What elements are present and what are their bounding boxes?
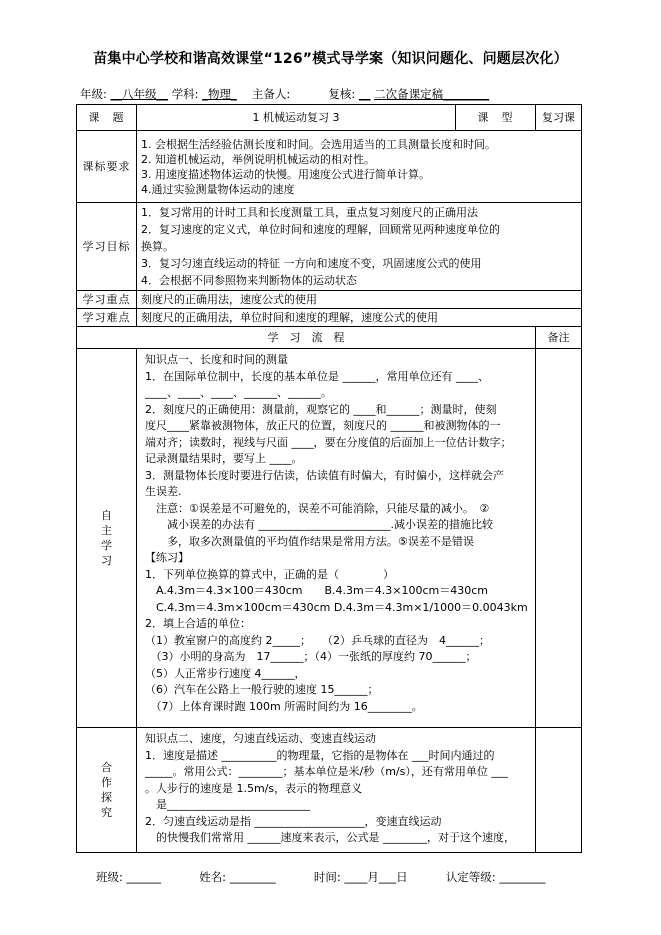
content-line: _____。常用公式：________；基本单位是米/秒（m/s），还有常用单位 ___ bbox=[145, 765, 508, 778]
notes-header: 备注 bbox=[536, 327, 582, 349]
content-line: 2．刻度尺的正确使用：测量前，观察它的 ____和______；测量时，使刻 bbox=[145, 402, 497, 416]
content-line: 1．速度是描述 __________的物理量，它指的是物体在 ___时间内通过的 bbox=[145, 748, 495, 762]
standards-label: 课标要求 bbox=[77, 131, 137, 203]
goal-item: 3．复习匀速直线运动的特征 一方向和速度不变，巩固速度公式的使用 bbox=[141, 257, 482, 270]
grade-level-blank: ________ bbox=[499, 870, 546, 884]
process-header: 学 习 流 程 bbox=[77, 327, 536, 349]
content-line: 多，取多次测量值的平均值作结果是常用方法。⑤误差不是错误 bbox=[145, 534, 474, 548]
content-line: 端对齐；读数时，视线与尺面 ____，要在分度值的后面加上一位估计数字； bbox=[145, 435, 512, 449]
goal-item: 1．复习常用的计时工具和长度测量工具，重点复习刻度尺的正确用法 bbox=[141, 206, 478, 219]
standards-content bbox=[137, 131, 582, 203]
key-points-label: 学习重点 bbox=[77, 291, 137, 309]
content-line: 3．测量物体长度时要进行估读，估读值有时偏大，有时偏小，这样就会产 bbox=[145, 468, 504, 482]
section-heading: 知识点二、速度，匀速直线运动、变速直线运动 bbox=[145, 732, 376, 745]
topic-value: 1 机械运动复习 3 bbox=[137, 105, 456, 131]
document-meta bbox=[80, 86, 489, 102]
notes-cell bbox=[536, 349, 582, 728]
content-line: 注意：①误差是不可避免的，误差不可能消除，只能尽量的减小。 ② bbox=[145, 501, 490, 515]
standard-item: 3. 用速度描述物体运动的快慢。用速度公式进行简单计算。 bbox=[141, 167, 430, 181]
content-line: 1．在国际单位制中，长度的基本单位是 ______，常用单位还有 ____、 bbox=[145, 369, 489, 383]
content-line: C.4.3m＝4.3m×100cm＝430cm D.4.3m＝4.3m×1/1000＝0.0043km bbox=[145, 600, 528, 614]
footer bbox=[96, 869, 545, 885]
content-line: 记录测量结果时，要写上 ____。 bbox=[145, 452, 303, 465]
grade-level-label: 认定等级: bbox=[445, 870, 496, 884]
content-line: 生误差. bbox=[145, 485, 182, 498]
content-line: （6）汽车在公路上一般行驶的速度 15______； bbox=[145, 683, 379, 696]
notes-cell bbox=[536, 728, 582, 853]
content-line: （3）小明的身高为 17______；（4）一张纸的厚度约 70______； bbox=[145, 650, 477, 663]
topic-label: 课 题 bbox=[77, 105, 137, 131]
standard-item: 4.通过实验测量物体运动的速度 bbox=[141, 182, 295, 196]
grade-value: __八年级__ bbox=[110, 87, 169, 101]
content-line: （5）人正常步行速度 4______， bbox=[145, 666, 306, 680]
content-line: 1．下列单位换算的算式中，正确的是（ ） bbox=[145, 567, 394, 581]
grade-label: 年级: bbox=[80, 87, 107, 101]
difficulties-label: 学习难点 bbox=[77, 309, 137, 327]
type-label: 课 型 bbox=[456, 105, 536, 131]
content-line: A.4.3m＝4.3×100＝430cm B.4.3m＝4.3×100cm＝430cm bbox=[145, 584, 488, 597]
goal-item: 2．复习速度的定义式，单位时间和速度的理解，回顾常见两种速度单位的 bbox=[141, 223, 500, 236]
page-title: 苗集中心学校和谐高效课堂“126”模式导学案（知识问题化、问题层次化） bbox=[93, 51, 568, 67]
standard-item: 1. 会根据生活经验估测长度和时间。会选用适当的工具测量长度和时间。 bbox=[141, 137, 496, 151]
section-heading: 知识点一、长度和时间的测量 bbox=[145, 353, 288, 366]
goal-item: 换算。 bbox=[141, 240, 174, 253]
content-line: 度尺____紧靠被测物体，放正尺的位置，刻度尺的 ______和被测物体的一 bbox=[145, 419, 501, 432]
class-blank: ______ bbox=[126, 870, 162, 884]
class-label: 班级: bbox=[96, 870, 123, 884]
self-study-content bbox=[137, 349, 536, 728]
review-label: 复核: bbox=[328, 87, 356, 101]
type-value: 复习课 bbox=[536, 105, 582, 131]
goal-item: 4．会根据不同参照物来判断物体的运动状态 bbox=[141, 274, 357, 287]
name-label: 姓名: bbox=[199, 870, 227, 884]
content-line: 是__________________________ bbox=[145, 798, 310, 811]
content-line: 减小误差的办法有 ________________________.减小误差的措施比较 bbox=[145, 518, 493, 531]
practice-heading: 【练习】 bbox=[145, 551, 189, 564]
content-line: ____、____、____、______、______。 bbox=[145, 386, 332, 399]
content-line: 2．填上合适的单位： bbox=[145, 617, 251, 630]
name-blank: ________ bbox=[229, 870, 276, 884]
content-line: 。人步行的速度是 1.5m/s，表示的物理意义 bbox=[145, 781, 363, 795]
time-blank: ____月___日 bbox=[344, 870, 408, 884]
status-value: 二次备课定稿________ bbox=[374, 87, 490, 101]
content-line: 的快慢我们常常用 ______速度来表示，公式是 ________，对于这个速度， bbox=[145, 831, 515, 844]
content-line: （1）教室窗户的高度约 2_____； （2）乒乓球的直径为 4______； bbox=[145, 633, 490, 647]
content-line: 2．匀速直线运动是指 ____________________，变速直线运动 bbox=[145, 814, 442, 828]
lesson-plan-table bbox=[76, 104, 582, 853]
preparer-label: 主备人: bbox=[251, 87, 291, 101]
goals-content bbox=[137, 203, 582, 291]
cooperate-content bbox=[137, 728, 536, 853]
cooperate-label: 合 作 探 究 bbox=[77, 728, 137, 853]
goals-label: 学习目标 bbox=[77, 203, 137, 291]
self-study-label: 自 主 学 习 bbox=[77, 349, 137, 728]
difficulties-value: 刻度尺的正确用法，单位时间和速度的理解，速度公式的使用 bbox=[137, 309, 582, 327]
time-label: 时间: bbox=[313, 870, 341, 884]
subject-label: 学科: bbox=[171, 87, 199, 101]
review-value: __ bbox=[358, 87, 371, 101]
standard-item: 2. 知道机械运动，举例说明机械运动的相对性。 bbox=[141, 152, 375, 166]
content-line: （7）上体育课时跑 100m 所需时间约为 16________。 bbox=[145, 699, 423, 713]
subject-value: _物理_ bbox=[202, 87, 237, 101]
key-points-value: 刻度尺的正确用法，速度公式的使用 bbox=[137, 291, 582, 309]
